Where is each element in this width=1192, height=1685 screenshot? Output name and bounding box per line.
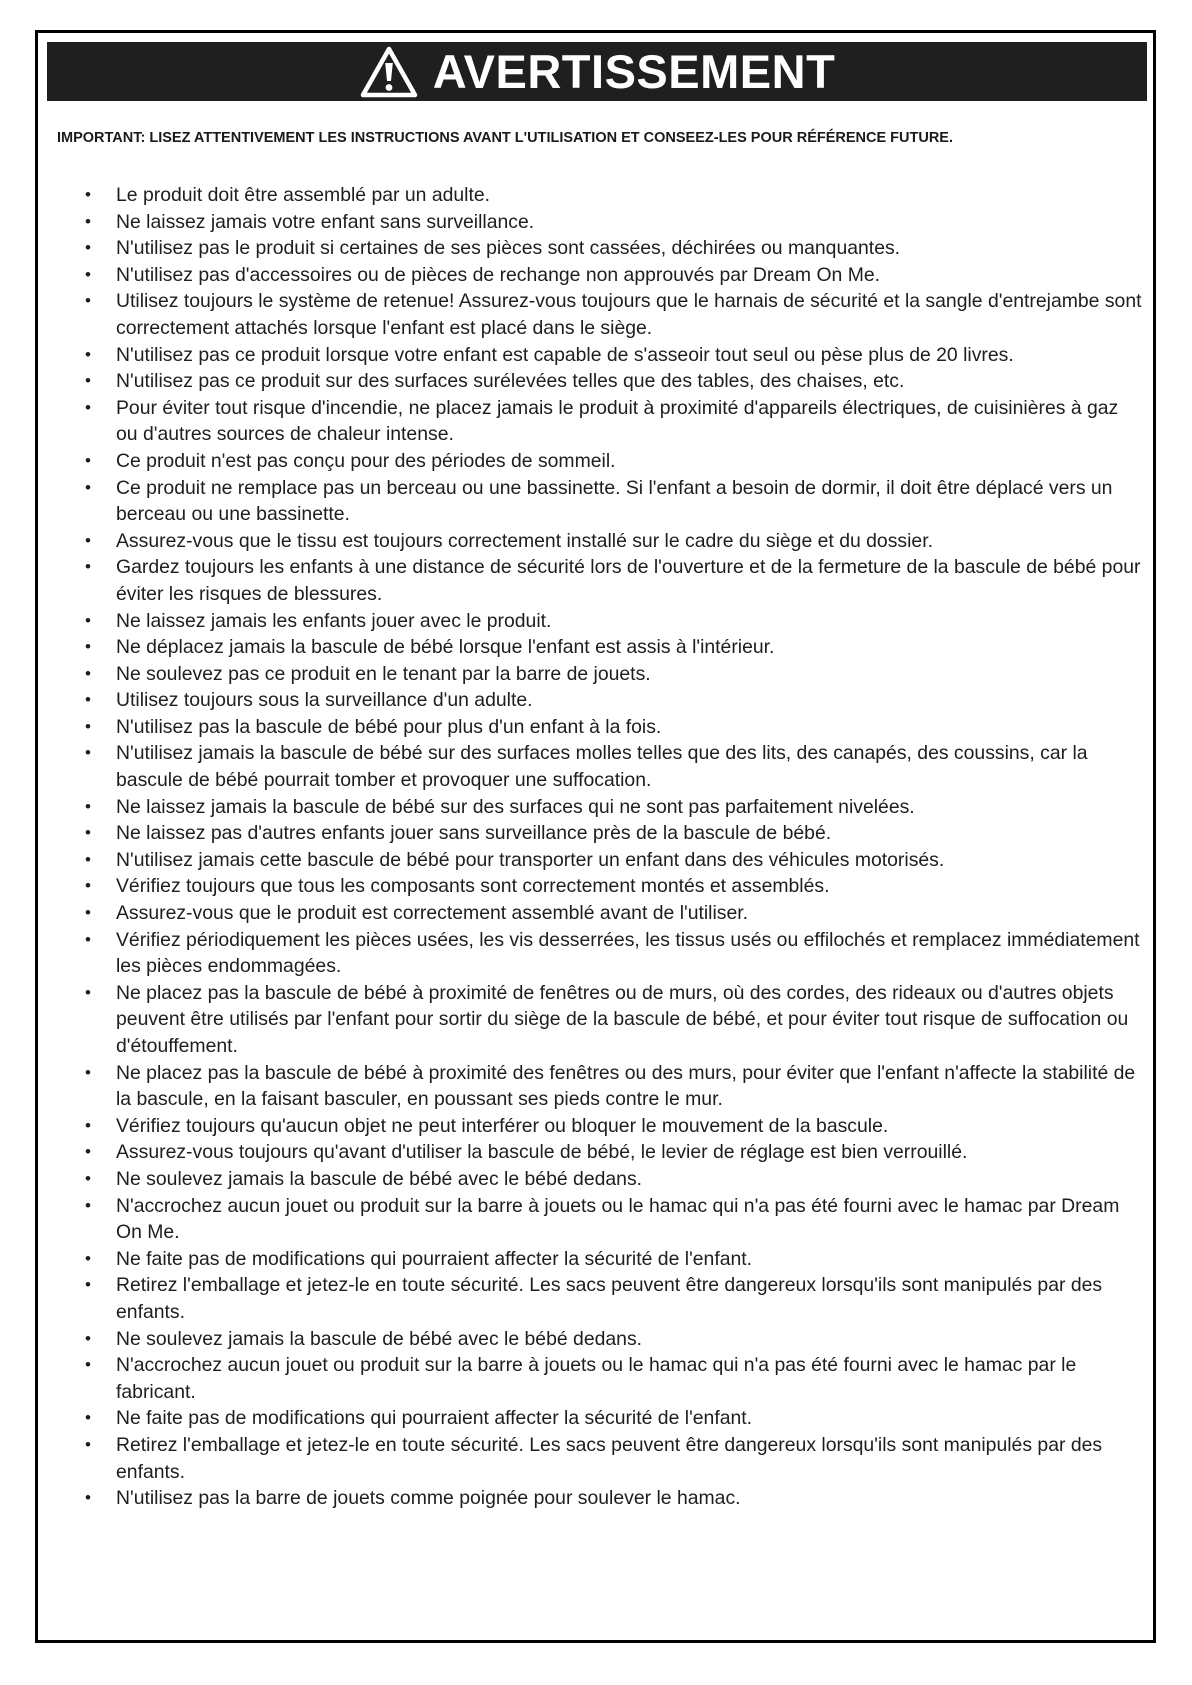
warning-item [82, 288, 1142, 341]
warning-item [82, 475, 1142, 528]
warning-item-text: N'utilisez pas la barre de jouets comme poignée pour soulever le hamac. [116, 1487, 741, 1510]
warning-item-text: Ne laissez jamais les enfants jouer avec le produit. [116, 609, 552, 632]
bullet-icon: • [85, 397, 91, 417]
warning-item-text: Assurez-vous que le tissu est toujours correctement installé sur le cadre du siège et du dossier. [116, 529, 933, 552]
bullet-icon: • [85, 1062, 91, 1082]
warning-item-text: Vérifiez toujours qu'aucun objet ne peut interférer ou bloquer le mouvement de la bascule. [116, 1114, 889, 1137]
warning-item [82, 634, 1142, 661]
warning-banner [47, 42, 1147, 101]
warning-item-text: N'utilisez pas le produit si certaines de ses pièces sont cassées, déchirées ou manquantes. [116, 237, 901, 260]
bullet-icon: • [85, 557, 91, 577]
warning-item [82, 1485, 1142, 1512]
warning-item-text: Retirez l'emballage et jetez-le en toute sécurité. Les sacs peuvent être dangereux lorsqu'ils sont manipulés par des enfants. [116, 1433, 1103, 1483]
warning-item-text: Pour éviter tout risque d'incendie, ne placez jamais le produit à proximité d'appareils électriques, de cuisinières à gaz ou d'autres sources de chaleur intense. [116, 396, 1119, 446]
warning-item-text: Ce produit n'est pas conçu pour des périodes de sommeil. [116, 449, 616, 472]
warning-item-text: N'utilisez pas la bascule de bébé pour plus d'un enfant à la fois. [116, 715, 662, 738]
bullet-icon: • [85, 211, 91, 231]
warning-item [82, 980, 1142, 1060]
bullet-icon: • [85, 264, 91, 284]
warning-item-text: Ne déplacez jamais la bascule de bébé lorsque l'enfant est assis à l'intérieur. [116, 636, 775, 659]
bullet-icon: • [85, 1328, 91, 1348]
warning-item-text: Le produit doit être assemblé par un adulte. [116, 184, 491, 206]
warning-item-text: Ne laissez jamais votre enfant sans surveillance. [116, 210, 535, 233]
warning-item-text: Ne soulevez jamais la bascule de bébé avec le bébé dedans. [116, 1167, 643, 1190]
warning-item [82, 740, 1142, 793]
bullet-icon: • [85, 1434, 91, 1454]
bullet-icon: • [85, 1488, 91, 1508]
warning-item-text: Utilisez toujours le système de retenue! Assurez-vous toujours que le harnais de sécurité et la sangle d'entrejambe sont correctement attachés lorsque l'enfant est placé dans le siège. [116, 290, 1142, 339]
warning-item [82, 448, 1142, 475]
warning-item-text: Ne faite pas de modifications qui pourraient affecter la sécurité de l'enfant. [116, 1247, 753, 1270]
warning-item [82, 847, 1142, 874]
warning-item [82, 395, 1142, 448]
warning-item [82, 1113, 1142, 1140]
warning-item [82, 528, 1142, 555]
bullet-icon: • [85, 1275, 91, 1295]
bullet-icon: • [85, 716, 91, 736]
warning-item-text: Retirez l'emballage et jetez-le en toute sécurité. Les sacs peuvent être dangereux lorsqu'ils sont manipulés par des enfants. [116, 1274, 1103, 1323]
warning-item-text: Utilisez toujours sous la surveillance d'un adulte. [116, 689, 533, 712]
bullet-icon: • [85, 450, 91, 470]
bullet-icon: • [85, 344, 91, 364]
warning-item [82, 820, 1142, 847]
warning-item-text: Vérifiez périodiquement les pièces usées, les vis desserrées, les tissus usés ou effilochés et remplacez immédiatement les pièces endommagées. [116, 928, 1140, 978]
warning-item [82, 342, 1142, 369]
warning-item-text: Assurez-vous que le produit est correctement assemblé avant de l'utiliser. [116, 902, 749, 925]
warning-item-text: Ne placez pas la bascule de bébé à proximité de fenêtres ou de murs, où des cordes, des rideaux ou d'autres objets peuvent être utilisés par l'enfant pour sortir du siège de la bascule de bébé, et pour éviter tout risque de suffocation ou d'étouffement. [116, 981, 1129, 1057]
bullet-icon: • [85, 823, 91, 843]
bullet-icon: • [85, 1195, 91, 1215]
bullet-icon: • [85, 690, 91, 710]
warning-item [82, 182, 1142, 209]
bullet-icon: • [85, 903, 91, 923]
warning-item [82, 1246, 1142, 1273]
bullet-icon: • [85, 371, 91, 391]
warning-item-text: Ne soulevez jamais la bascule de bébé avec le bébé dedans. [116, 1327, 643, 1350]
warning-item [82, 1432, 1142, 1485]
warning-item [82, 1405, 1142, 1432]
warning-item [82, 714, 1142, 741]
warning-item [82, 900, 1142, 927]
warning-item [82, 873, 1142, 900]
warning-item [82, 209, 1142, 236]
bullet-icon: • [85, 663, 91, 683]
warning-item [82, 368, 1142, 395]
bullet-icon: • [85, 1248, 91, 1268]
warning-item [82, 1352, 1142, 1405]
warning-item [82, 554, 1142, 607]
warning-item-text: Ce produit ne remplace pas un berceau ou une bassinette. Si l'enfant a besoin de dormir, il doit être déplacé vers un berceau ou une bassinette. [116, 476, 1113, 526]
warning-frame [35, 30, 1156, 1643]
bullet-icon: • [85, 876, 91, 896]
warning-item [82, 687, 1142, 714]
warning-item [82, 608, 1142, 635]
warning-item [82, 1326, 1142, 1353]
warning-item [82, 235, 1142, 262]
bullet-icon: • [85, 637, 91, 657]
bullet-icon: • [85, 849, 91, 869]
warning-item [82, 794, 1142, 821]
bullet-icon: • [85, 185, 91, 204]
warning-item-text: N'accrochez aucun jouet ou produit sur la barre à jouets ou le hamac qui n'a pas été fourni avec le hamac par le fabricant. [116, 1354, 1077, 1403]
warning-item-text: N'utilisez pas ce produit lorsque votre enfant est capable de s'asseoir tout seul ou pèse plus de 20 livres. [116, 343, 1014, 366]
warning-item-text: Ne soulevez pas ce produit en le tenant par la barre de jouets. [116, 662, 651, 685]
warning-item-text: N'utilisez pas d'accessoires ou de pièces de rechange non approuvés par Dream On Me. [116, 263, 881, 286]
warning-item [82, 661, 1142, 688]
bullet-icon: • [85, 1115, 91, 1135]
bullet-icon: • [85, 1355, 91, 1375]
warning-item [82, 1272, 1142, 1325]
warning-item-text: Ne faite pas de modifications qui pourraient affecter la sécurité de l'enfant. [116, 1407, 753, 1430]
warning-item-text: Assurez-vous toujours qu'avant d'utiliser la bascule de bébé, le levier de réglage est bien verrouillé. [116, 1141, 968, 1164]
warning-item [82, 262, 1142, 289]
warning-list [82, 182, 1142, 1512]
bullet-icon: • [85, 1168, 91, 1188]
bullet-icon: • [85, 929, 91, 949]
important-notice: IMPORTANT: LISEZ ATTENTIVEMENT LES INSTRUCTIONS AVANT L'UTILISATION ET CONSEEZ-LES POUR RÉFÉRENCE FUTURE. [57, 130, 954, 146]
warning-item [82, 1139, 1142, 1166]
bullet-icon: • [85, 982, 91, 1002]
warning-item [82, 1166, 1142, 1193]
warning-item [82, 927, 1142, 980]
bullet-icon: • [85, 1408, 91, 1428]
warning-item [82, 1060, 1142, 1113]
warning-item [82, 1193, 1142, 1246]
bullet-icon: • [85, 796, 91, 816]
bullet-icon: • [85, 530, 91, 550]
bullet-icon: • [85, 743, 91, 763]
warning-item-text: Ne laissez jamais la bascule de bébé sur des surfaces qui ne sont pas parfaitement nivelées. [116, 795, 915, 818]
warning-item-text: N'accrochez aucun jouet ou produit sur la barre à jouets ou le hamac qui n'a pas été fourni avec le hamac par Dream On Me. [116, 1194, 1120, 1244]
bullet-icon: • [85, 238, 91, 258]
warning-triangle-icon [359, 45, 419, 99]
warning-item-text: Ne placez pas la bascule de bébé à proximité des fenêtres ou des murs, pour éviter que l'enfant n'affecte la stabilité de la bascule, en la faisant basculer, en poussant ses pieds contre le mur. [116, 1061, 1136, 1111]
bullet-icon: • [85, 1142, 91, 1162]
warning-title: AVERTISSEMENT [432, 45, 836, 98]
bullet-icon: • [85, 477, 91, 497]
warning-item-text: Ne laissez pas d'autres enfants jouer sans surveillance près de la bascule de bébé. [116, 822, 832, 845]
warning-item-text: Gardez toujours les enfants à une distance de sécurité lors de l'ouverture et de la fermeture de la bascule de bébé pour éviter les risques de blessures. [116, 556, 1141, 605]
bullet-icon: • [85, 610, 91, 630]
warning-item-text: N'utilisez jamais la bascule de bébé sur des surfaces molles telles que des lits, des canapés, des coussins, car la bascule de bébé pourrait tomber et provoquer une suffocation. [116, 742, 1088, 792]
warning-item-text: N'utilisez pas ce produit sur des surfaces surélevées telles que des tables, des chaises, etc. [116, 370, 905, 393]
warning-item-text: N'utilisez jamais cette bascule de bébé pour transporter un enfant dans des véhicules motorisés. [116, 848, 945, 871]
bullet-icon: • [85, 291, 91, 311]
warning-item-text: Vérifiez toujours que tous les composants sont correctement montés et assemblés. [116, 875, 830, 898]
